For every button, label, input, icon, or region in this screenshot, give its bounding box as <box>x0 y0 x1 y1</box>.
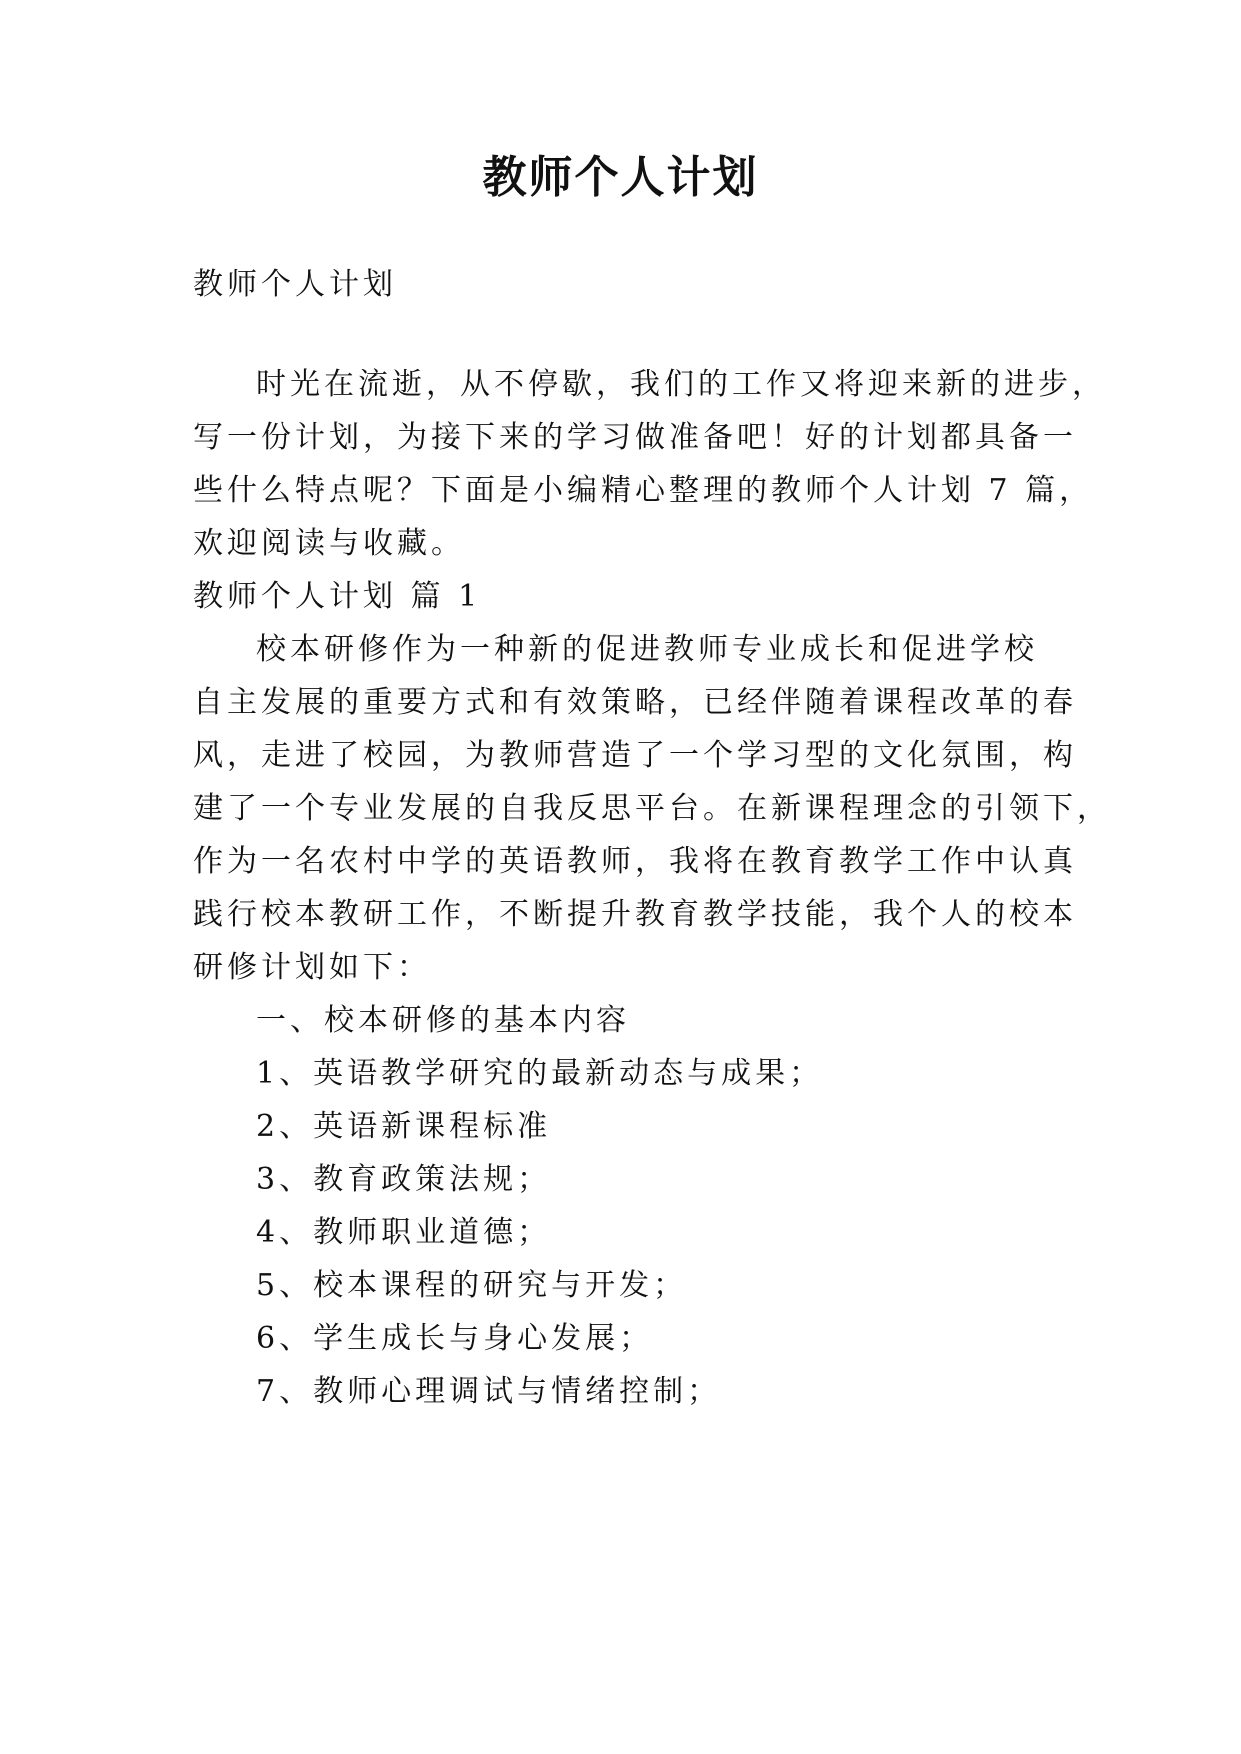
list-item: 2、英语新课程标准 <box>256 1109 552 1144</box>
list-item: 4、教师职业道德； <box>256 1215 552 1250</box>
body-line: 建了一个专业发展的自我反思平台。在新课程理念的引领下， <box>193 791 1111 826</box>
list-item: 7、教师心理调试与情绪控制； <box>256 1374 722 1409</box>
body-line: 自主发展的重要方式和有效策略，已经伴随着课程改革的春 <box>193 685 1077 720</box>
section-heading: 教师个人计划 篇 1 <box>193 579 482 614</box>
list-item: 5、校本课程的研究与开发； <box>256 1268 688 1303</box>
list-item: 6、学生成长与身心发展； <box>256 1321 654 1356</box>
body-line: 风，走进了校园，为教师营造了一个学习型的文化氛围，构 <box>193 738 1077 773</box>
list-item: 1、英语教学研究的最新动态与成果； <box>256 1056 824 1091</box>
intro-line: 写一份计划，为接下来的学习做准备吧！好的计划都具备一 <box>193 420 1077 455</box>
intro-line: 欢迎阅读与收藏。 <box>193 526 465 561</box>
body-line: 作为一名农村中学的英语教师，我将在教育教学工作中认真 <box>193 844 1077 879</box>
document-subtitle: 教师个人计划 <box>193 267 397 302</box>
body-line: 校本研修作为一种新的促进教师专业成长和促进学校 <box>256 632 1038 667</box>
list-item: 3、教育政策法规； <box>256 1162 552 1197</box>
body-line: 研修计划如下： <box>193 950 431 985</box>
intro-line: 些什么特点呢？下面是小编精心整理的教师个人计划 7 篇， <box>193 473 1094 508</box>
list-heading: 一、校本研修的基本内容 <box>256 1003 630 1038</box>
document-title: 教师个人计划 <box>482 152 759 203</box>
body-line: 践行校本教研工作，不断提升教育教学技能，我个人的校本 <box>193 897 1077 932</box>
intro-line: 时光在流逝，从不停歇，我们的工作又将迎来新的进步， <box>256 367 1106 402</box>
